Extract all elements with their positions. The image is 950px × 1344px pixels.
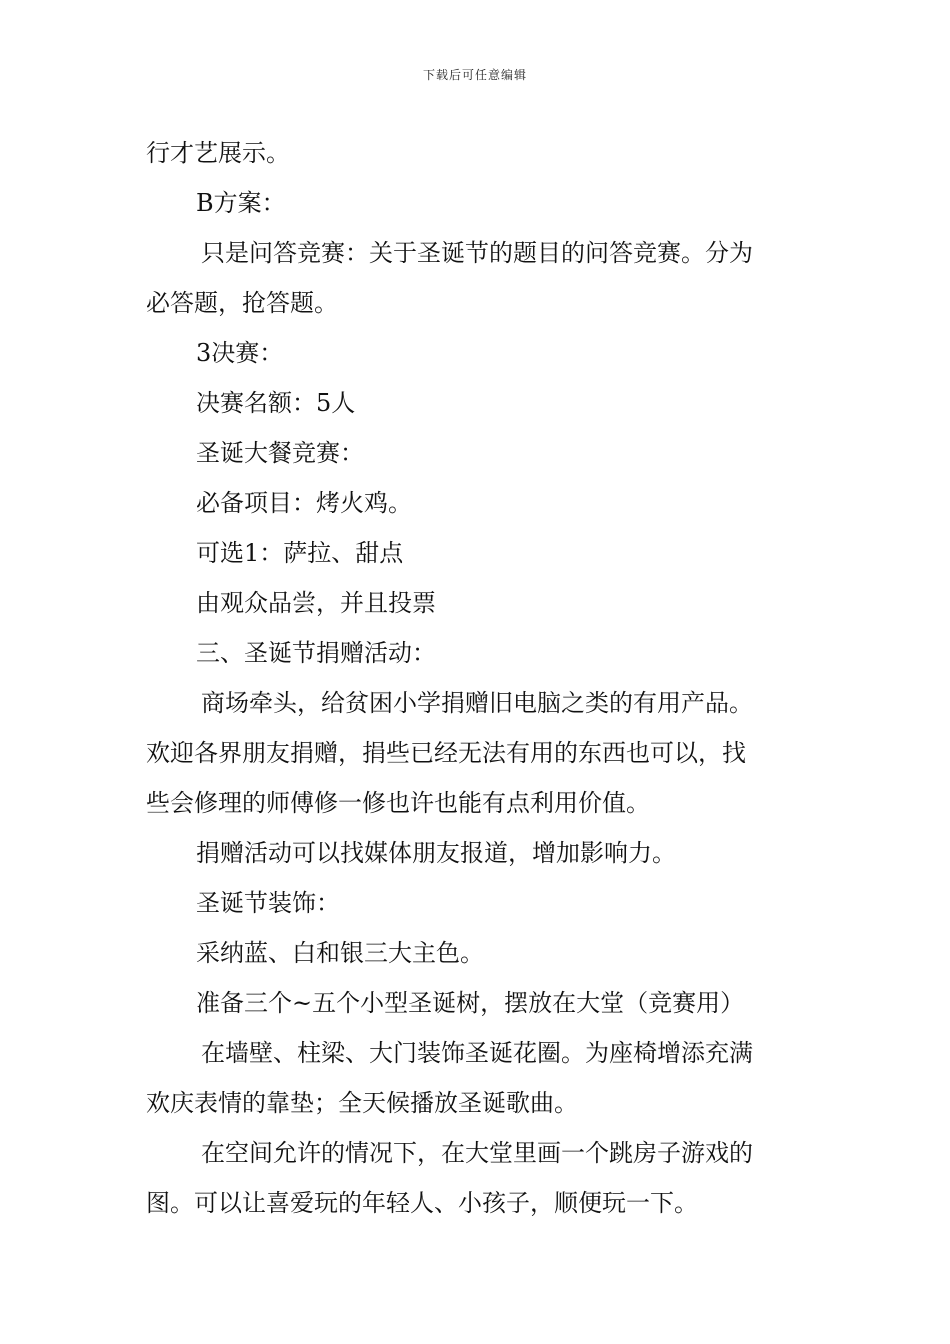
paragraph-line: 决赛名额：5人 (196, 389, 356, 417)
paragraph-line: 商场牵头，给贫困小学捐赠旧电脑之类的有用产品。 (201, 689, 753, 717)
paragraph-line: 欢庆表情的靠垫；全天候播放圣诞歌曲。 (146, 1089, 578, 1117)
paragraph-line: 在墙壁、柱梁、大门装饰圣诞花圈。为座椅增添充满 (201, 1039, 753, 1067)
paragraph-line: 必答题，抢答题。 (146, 289, 338, 317)
paragraph-line: 圣诞节装饰： (196, 889, 340, 917)
paragraph-line: 采纳蓝、白和银三大主色。 (196, 939, 484, 967)
paragraph-line: 些会修理的师傅修一修也许也能有点利用价值。 (146, 789, 650, 817)
paragraph-line: 行才艺展示。 (146, 139, 290, 167)
paragraph-line: 只是问答竞赛：关于圣诞节的题目的问答竞赛。分为 (201, 239, 753, 267)
paragraph-line: B方案： (196, 189, 286, 217)
section-heading: 三、圣诞节捐赠活动： (196, 639, 436, 667)
paragraph-line: 由观众品尝，并且投票 (196, 589, 436, 617)
paragraph-line: 捐赠活动可以找媒体朋友报道，增加影响力。 (196, 839, 676, 867)
paragraph-line: 欢迎各界朋友捐赠，捐些已经无法有用的东西也可以，找 (146, 739, 746, 767)
paragraph-line: 圣诞大餐竞赛： (196, 439, 364, 467)
paragraph-line: 图。可以让喜爱玩的年轻人、小孩子，顺便玩一下。 (146, 1189, 698, 1217)
paragraph-line: 3决赛： (196, 339, 284, 367)
paragraph-line: 必备项目：烤火鸡。 (196, 489, 412, 517)
paragraph-line: 在空间允许的情况下，在大堂里画一个跳房子游戏的 (201, 1139, 753, 1167)
paragraph-line: 可选1：萨拉、甜点 (196, 539, 404, 567)
paragraph-line: 准备三个~五个小型圣诞树，摆放在大堂（竞赛用） (196, 989, 745, 1017)
document-body (146, 128, 810, 1228)
page-header: 下载后可任意编辑 (422, 68, 527, 82)
